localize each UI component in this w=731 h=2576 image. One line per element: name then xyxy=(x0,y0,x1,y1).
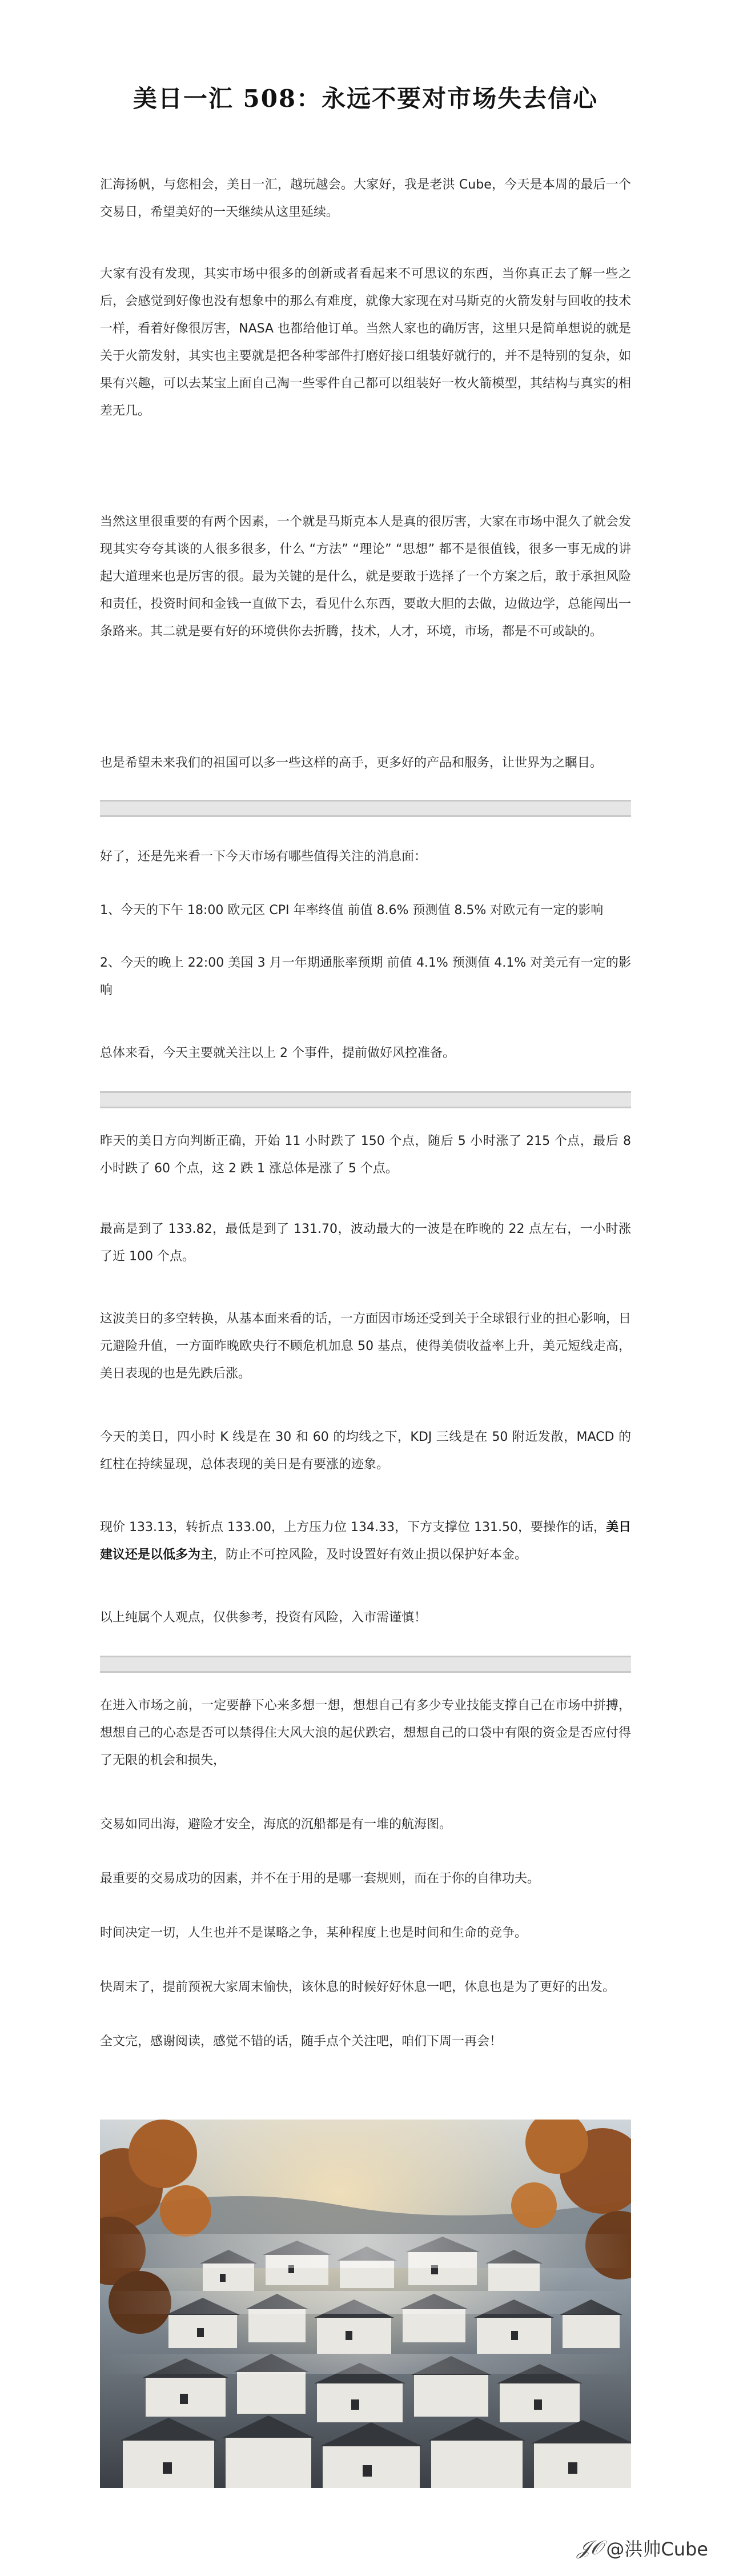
closing-paragraph-5: 快周末了，提前预祝大家周末愉快，该休息的时候好好休息一吧，休息也是为了更好的出发。 xyxy=(100,1980,616,1994)
village-photo xyxy=(100,2120,631,2488)
intro-paragraph-2: 大家有没有发现，其实市场中很多的创新或者看起来不可思议的东西，当你真正去了解一些之后，会感觉到好像也没有想象中的那么有难度，就像大家现在对马斯克的火箭发射与回收的技术一样，看着好像很厉害，NASA 也都给他订单。当然人家也的确厉害，这里只是简单想说的就是关于火箭发射，其实也主要就是把各种零部件打磨好接口组装好就行的，并不是特别的复杂，如果有兴趣，可以去某宝上面自己淘一些零件自己都可以组装好一枚火箭模型，其结构与真实的相差无几。 xyxy=(100,267,631,418)
news-item-1: 1、今天的下午 18:00 欧元区 CPI 年率终值 前值 8.6% 预测值 8.5% 对欧元有一定的影响 xyxy=(100,903,604,918)
analysis-paragraph-4: 今天的美日，四小时 K 线是在 30 和 60 的均线之下，KDJ 三线是在 50 附近发散，MACD 的红柱在持续显现，总体表现的美日是有要涨的迹象。 xyxy=(100,1430,631,1472)
news-intro: 好了，还是先来看一下今天市场有哪些值得关注的消息面： xyxy=(100,850,427,864)
analysis-paragraph-1: 昨天的美日方向判断正确，开始 11 小时跌了 150 个点，随后 5 小时涨了 215 个点，最后 8 小时跌了 60 个点，这 2 跌 1 涨总体是涨了 5 个点。 xyxy=(100,1134,631,1176)
author-handle: @洪帅Cube xyxy=(606,2538,708,2560)
operation-prefix: 现价 133.13，转折点 133.00，上方压力位 134.33，下方支撑位 131.50，要操作的话， xyxy=(100,1520,606,1535)
village-photo-illustration xyxy=(100,2120,631,2488)
news-item-2: 2、今天的晚上 22:00 美国 3 月一年期通胀率预期 前值 4.1% 预测值 4.1% 对美元有一定的影响 xyxy=(100,956,631,997)
section-divider-3 xyxy=(100,1656,631,1673)
analysis-paragraph-2: 最高是到了 133.82，最低是到了 131.70，波动最大的一波是在昨晚的 22 点左右，一小时涨了近 100 个点。 xyxy=(100,1222,631,1264)
analysis-paragraph-3: 这波美日的多空转换，从基本面来看的话，一方面因市场还受到关于全球银行业的担心影响，日元避险升值，一方面昨晚欧央行不顾危机加息 50 基点，使得美债收益率上升，美元短线走高，美日表现的也是先跌后涨。 xyxy=(100,1312,631,1381)
disclaimer-paragraph: 以上纯属个人观点，仅供参考，投资有风险，入市需谨慎！ xyxy=(100,1610,427,1625)
closing-paragraph-3: 最重要的交易成功的因素，并不在于用的是哪一套规则，而在于你的自律功夫。 xyxy=(100,1872,540,1886)
closing-paragraph-1: 在进入市场之前，一定要静下心来多想一想，想想自己有多少专业技能支撑自己在市场中拼搏，想想自己的心态是否可以禁得住大风大浪的起伏跌宕，想想自己的口袋中有限的资金是否应付得了无限的机会和损失， xyxy=(100,1698,631,1768)
news-summary: 总体来看，今天主要就关注以上 2 个事件，提前做好风控准备。 xyxy=(100,1046,455,1060)
closing-paragraph-2: 交易如同出海，避险才安全，海底的沉船都是有一堆的航海图。 xyxy=(100,1817,452,1832)
weibo-logo-icon: 𝒥𝒪 xyxy=(577,2537,603,2559)
intro-paragraph-1: 汇海扬帆，与您相会，美日一汇，越玩越会。大家好，我是老洪 Cube，今天是本周的最后一个交易日，希望美好的一天继续从这里延续。 xyxy=(100,178,631,219)
operation-suffix: ，防止不可控风险，及时设置好有效止损以保护好本金。 xyxy=(213,1548,528,1562)
section-divider-1 xyxy=(100,800,631,817)
section-divider-2 xyxy=(100,1091,631,1108)
operation-paragraph xyxy=(100,1514,631,1569)
operation-highlight: 美日建议还是以低多为主 xyxy=(100,1520,631,1562)
intro-paragraph-3: 当然这里很重要的有两个因素，一个就是马斯克本人是真的很厉害，大家在市场中混久了就会发现其实夸夸其谈的人很多很多，什么 “方法” “理论” “思想” 都不是很值钱，很多一事无成的讲起大道理来也是厉害的很。最为关键的是什么，就是要敢于选择了一个方案之后，敢于承担风险和责任，投资时间和金钱一直做下去，看见什么东西，要敢大胆的去做，边做边学，总能闯出一条路来。其二就是要有好的环境供你去折腾，技术，人才，环境，市场，都是不可或缺的。 xyxy=(100,515,631,639)
closing-paragraph-6: 全文完，感谢阅读，感觉不错的话，随手点个关注吧，咱们下周一再会！ xyxy=(100,2034,503,2049)
article-title: 美日一汇 508：永远不要对市场失去信心 xyxy=(132,85,599,113)
intro-paragraph-4: 也是希望未来我们的祖国可以多一些这样的高手，更多好的产品和服务，让世界为之瞩目。 xyxy=(100,756,603,770)
closing-paragraph-4: 时间决定一切，人生也并不是谋略之争，某种程度上也是时间和生命的竞争。 xyxy=(100,1926,528,1940)
author-watermark xyxy=(577,2535,708,2561)
